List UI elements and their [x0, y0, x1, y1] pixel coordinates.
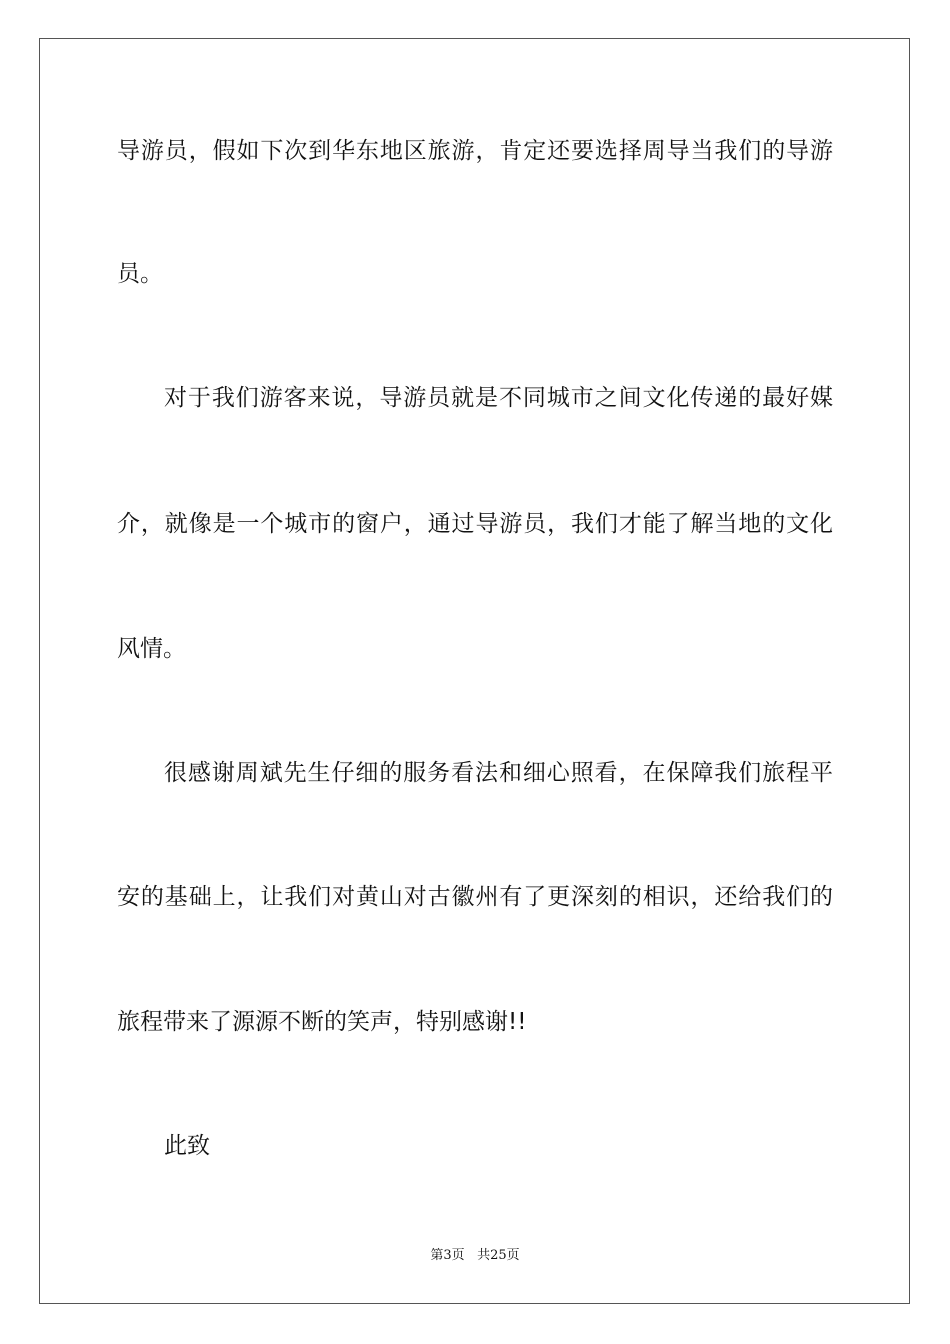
- text-line-2: 员。: [117, 261, 163, 287]
- text-line-3: 对于我们游客来说，导游员就是不同城市之间文化传递的最好媒: [164, 385, 833, 411]
- page-footer: [0, 1247, 950, 1265]
- current-page-label: 第3页: [430, 1248, 465, 1263]
- text-line-9: 此致: [164, 1133, 210, 1159]
- text-line-1: 导游员，假如下次到华东地区旅游，肯定还要选择周导当我们的导游: [117, 138, 833, 164]
- text-line-4: 介，就像是一个城市的窗户，通过导游员，我们才能了解当地的文化: [117, 511, 833, 537]
- page-border: [39, 38, 910, 1304]
- text-line-6: 很感谢周斌先生仔细的服务看法和细心照看，在保障我们旅程平: [164, 760, 833, 786]
- text-line-5: 风情。: [117, 636, 186, 662]
- text-line-8: 旅程带来了源源不断的笑声，特别感谢!!: [117, 1009, 527, 1035]
- total-pages-label: 共25页: [477, 1248, 520, 1263]
- text-line-7: 安的基础上，让我们对黄山对古徽州有了更深刻的相识，还给我们的: [117, 884, 833, 910]
